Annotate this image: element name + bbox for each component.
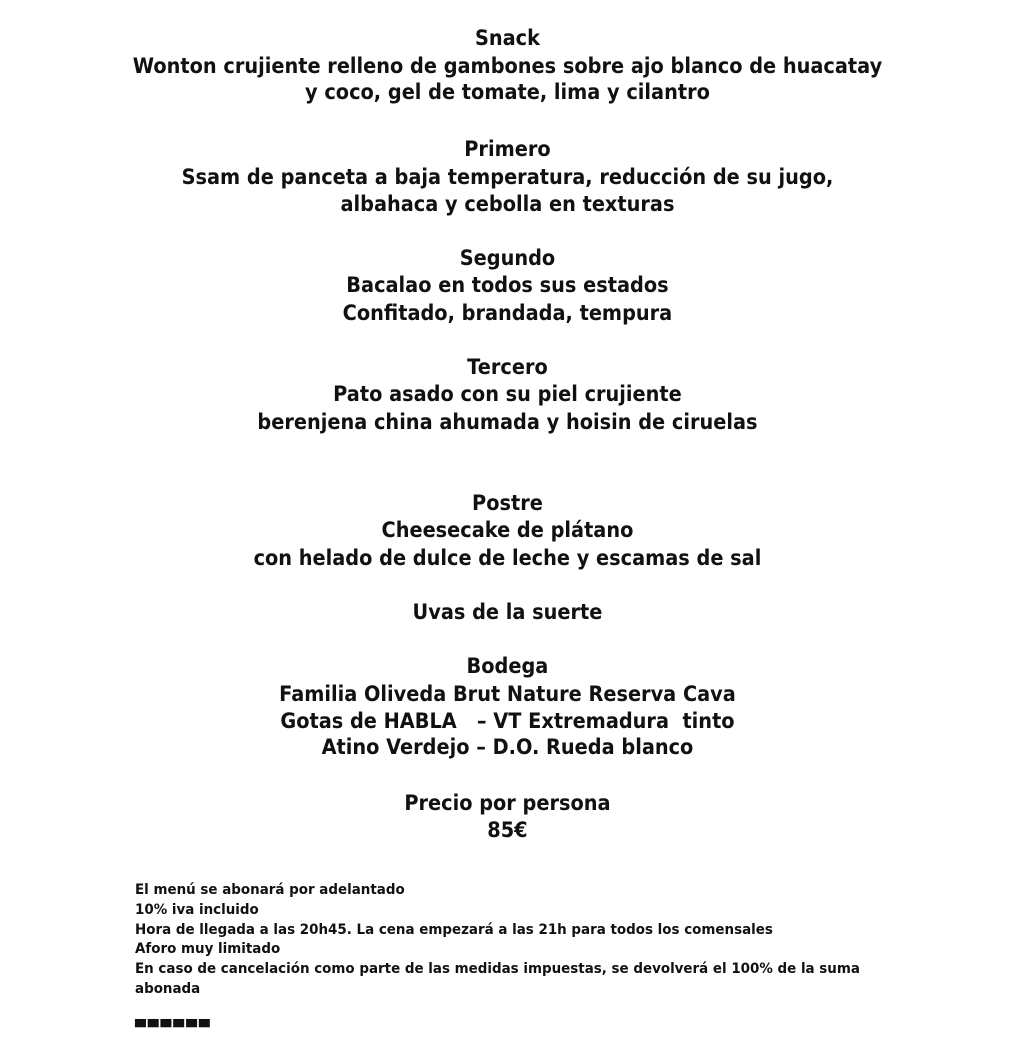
cropped-text-fragment xyxy=(135,1016,230,1036)
cropped-text-marks: ▀▀▀▀▀▀ xyxy=(135,1020,212,1036)
wine-item: Atino Verdejo – D.O. Rueda blanco xyxy=(321,735,694,759)
course-heading-tercero: Tercero xyxy=(467,355,548,379)
wine-item: Gotas de HABLA – VT Extremadura tinto xyxy=(280,709,735,733)
price-heading: Precio por persona xyxy=(404,791,611,815)
course-description-line: Pato asado con su piel crujiente xyxy=(333,382,682,406)
note-payment: El menú se abonará por adelantado xyxy=(135,882,405,898)
course-description-line: albahaca y cebolla en texturas xyxy=(340,192,675,216)
course-description-line: con helado de dulce de leche y escamas de sal xyxy=(253,546,762,570)
course-heading-segundo: Segundo xyxy=(459,246,556,270)
course-description-line: Bacalao en todos sus estados xyxy=(346,273,669,297)
note-cancellation: En caso de cancelación como parte de las medidas impuestas, se devolverá el 100% de la suma abonada xyxy=(135,961,860,997)
course-description-line: y coco, gel de tomate, lima y cilantro xyxy=(305,80,710,104)
wine-item: Familia Oliveda Brut Nature Reserva Cava xyxy=(279,682,736,706)
uvas-de-la-suerte: Uvas de la suerte xyxy=(412,600,603,624)
bodega-heading: Bodega xyxy=(466,654,549,678)
course-heading-postre: Postre xyxy=(472,491,543,515)
course-description-line: Confitado, brandada, tempura xyxy=(342,301,673,325)
course-heading-snack: Snack xyxy=(474,26,540,50)
course-heading-primero: Primero xyxy=(464,137,551,161)
course-description-line: Wonton crujiente relleno de gambones sobre ajo blanco de huacatay xyxy=(132,54,883,78)
note-vat: 10% iva incluido xyxy=(135,902,259,918)
note-arrival: Hora de llegada a las 20h45. La cena empezará a las 21h para todos los comensales xyxy=(135,922,773,938)
course-description-line: berenjena china ahumada y hoisin de ciruelas xyxy=(257,410,758,434)
note-capacity: Aforo muy limitado xyxy=(135,941,281,957)
course-description-line: Cheesecake de plátano xyxy=(381,518,634,542)
price-amount: 85€ xyxy=(487,818,528,842)
course-description-line: Ssam de panceta a baja temperatura, reducción de su jugo, xyxy=(181,165,834,189)
